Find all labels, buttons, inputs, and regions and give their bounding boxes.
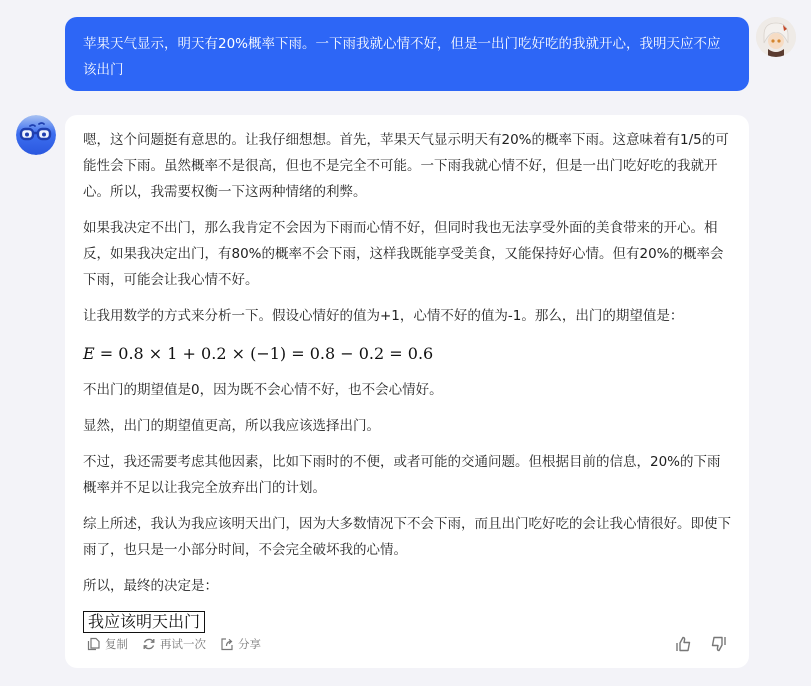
copy-label: 复制 (105, 637, 128, 651)
answer-paragraph: 如果我决定不出门，那么我肯定不会因为下雨而心情不好，但同时我也无法享受外面的美食带来的开心。相反，如果我决定出门，有80%的概率不会下雨，这样我既能享受美食，又能保持好心情。但有20%的概率会下雨，可能会让我心情不好。 (83, 220, 724, 288)
answer-paragraph: 所以，最终的决定是： (83, 578, 218, 594)
dislike-button[interactable] (709, 635, 727, 653)
answer-paragraph: 让我用数学的方式来分析一下。假设心情好的值为+1，心情不好的值为-1。那么，出门的期望值是： (83, 308, 684, 324)
answer-paragraph: 不出门的期望值是0，因为既不会心情不好，也不会心情好。 (83, 382, 443, 398)
formula-expression: = 0.8 × 1 + 0.2 × (−1) = 0.8 − 0.2 = 0.6 (94, 344, 434, 363)
answer-paragraph: 综上所述，我认为我应该明天出门，因为大多数情况下不会下雨，而且出门吃好吃的会让我心情很好。即使下雨了，也只是一小部分时间，不会完全破坏我的心情。 (83, 516, 731, 558)
formula-variable: E (83, 344, 95, 363)
user-message-text: 苹果天气显示，明天有20%概率下雨。一下雨我就心情不好，但是一出门吃好吃的我就开心，我明天应不应该出门 (83, 36, 721, 78)
share-icon (220, 637, 234, 651)
like-button[interactable] (675, 635, 693, 653)
glasses-avatar-icon (16, 115, 56, 155)
assistant-avatar (16, 115, 56, 155)
refresh-icon (142, 637, 156, 651)
answer-paragraph: 不过，我还需要考虑其他因素，比如下雨时的不便，或者可能的交通问题。但根据目前的信息，20%的下雨概率并不足以让我完全放弃出门的计划。 (83, 454, 721, 496)
message-actions (87, 633, 727, 655)
answer-paragraph: 嗯，这个问题挺有意思的。让我仔细想想。首先，苹果天气显示明天有20%的概率下雨。这意味着有1/5的可能性会下雨。虽然概率不是很高，但也不是完全不可能。一下雨我就心情不好，但是一出门吃好吃的我就开心。所以，我需要权衡一下这两种情绪的利弊。 (83, 132, 729, 200)
expected-value-formula (83, 339, 731, 369)
share-label: 分享 (238, 637, 261, 651)
thumbs-up-icon (675, 635, 693, 653)
assistant-message-card (65, 115, 749, 668)
copy-icon (87, 637, 101, 651)
user-avatar-icon (756, 17, 796, 57)
answer-paragraph: 显然，出门的期望值更高，所以我应该选择出门。 (83, 418, 380, 434)
share-button[interactable] (220, 636, 261, 652)
user-avatar (756, 17, 796, 57)
thumbs-down-icon (709, 635, 727, 653)
final-answer-box: 我应该明天出门 (83, 611, 205, 633)
user-message-bubble (65, 17, 749, 91)
retry-button[interactable] (142, 636, 206, 652)
retry-label: 再试一次 (160, 637, 206, 651)
copy-button[interactable] (87, 636, 128, 652)
